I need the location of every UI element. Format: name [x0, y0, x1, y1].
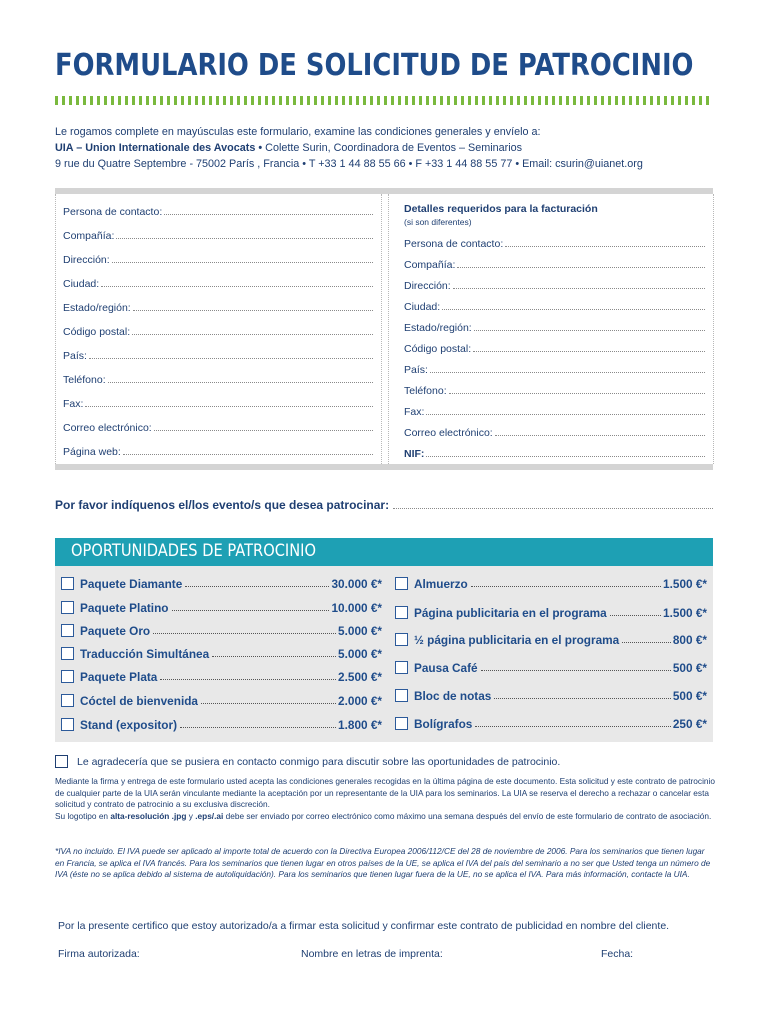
date-field[interactable]: Fecha:	[601, 948, 634, 960]
contact-me-option[interactable]	[55, 755, 560, 768]
option-platinum-package[interactable]: Paquete Platino 10.000 €*	[61, 599, 382, 615]
option-notepad[interactable]: Bloc de notas 500 €*	[395, 687, 707, 703]
option-stand[interactable]: Stand (expositor) 1.800 €*	[61, 716, 382, 732]
billing-city-field[interactable]: Ciudad:	[404, 299, 705, 313]
vat-note: *IVA no incluido. El IVA puede ser aplicado al importe total de acuerdo con la Directiva Europea 2006/112/CE del 28 de noviembre de 2006. Para los seminarios que tienen lugar en Francia, se aplica el IVA francés. Para los seminarios que tienen lugar en otros países de la UE, se aplica el IVA del país del seminario a no ser que Usted tenga un número de IVA (éste no se aplica debido al sistema de autoliquidación). Para los seminarios que tienen lugar fuera de la UE, no se aplica el IVA. Para más información, contacte la UIA.	[55, 846, 711, 879]
billing-phone-field[interactable]: Teléfono:	[404, 383, 705, 397]
terms-text	[55, 776, 715, 822]
company-field[interactable]: Compañía:	[63, 228, 373, 242]
billing-contact-person-field[interactable]: Persona de contacto:	[404, 236, 705, 250]
checkbox[interactable]	[61, 647, 74, 660]
billing-state-field[interactable]: Estado/región:	[404, 320, 705, 334]
authorized-signature-field[interactable]: Firma autorizada:	[58, 948, 140, 960]
logo-instructions: Su logotipo en alta-resolución .jpg y .eps/.ai debe ser enviado por correo electrónico como máximo una semana después del envío de este formulario de contrato de asociación.	[55, 810, 712, 821]
intro-line-2	[55, 140, 735, 156]
intro-text	[55, 124, 735, 172]
option-gold-package[interactable]: Paquete Oro 5.000 €*	[61, 622, 382, 638]
checkbox[interactable]	[61, 718, 74, 731]
billing-fax-field[interactable]: Fax:	[404, 404, 705, 418]
opportunities-title: OPORTUNIDADES DE PATROCINIO	[71, 541, 316, 561]
checkbox[interactable]	[395, 577, 408, 590]
billing-address-field[interactable]: Dirección:	[404, 278, 705, 292]
email-field[interactable]: Correo electrónico:	[63, 420, 373, 434]
billing-email-field[interactable]: Correo electrónico:	[404, 425, 705, 439]
website-field[interactable]: Página web:	[63, 444, 373, 458]
checkbox[interactable]	[395, 633, 408, 646]
address-field[interactable]: Dirección:	[63, 252, 373, 266]
option-pens[interactable]: Bolígrafos 250 €*	[395, 715, 707, 731]
billing-country-field[interactable]: País:	[404, 362, 705, 376]
option-lunch[interactable]: Almuerzo 1.500 €*	[395, 575, 707, 591]
option-coffee-break[interactable]: Pausa Café 500 €*	[395, 659, 707, 675]
contact-person-field[interactable]: Persona de contacto:	[63, 204, 373, 218]
certification-statement: Por la presente certifico que estoy autorizado/a a firmar esta solicitud y confirmar este contrato de publicidad en nombre del cliente.	[58, 920, 670, 932]
checkbox[interactable]	[395, 606, 408, 619]
opportunities-panel	[55, 566, 713, 742]
page-title: FORMULARIO DE SOLICITUD DE PATROCINIO	[55, 48, 694, 83]
checkbox[interactable]	[61, 577, 74, 590]
checkbox[interactable]	[395, 689, 408, 702]
phone-field[interactable]: Teléfono:	[63, 372, 373, 386]
billing-tax-id-field[interactable]: NIF:	[404, 446, 705, 460]
dotted-divider	[55, 96, 713, 105]
checkbox[interactable]	[61, 694, 74, 707]
option-silver-package[interactable]: Paquete Plata 2.500 €*	[61, 668, 382, 684]
country-field[interactable]: País:	[63, 348, 373, 362]
state-field[interactable]: Estado/región:	[63, 300, 373, 314]
event-selection-label: Por favor indíquenos el/los evento/s que desea patrocinar:	[55, 498, 390, 512]
checkbox[interactable]	[61, 601, 74, 614]
contact-column	[55, 194, 382, 464]
contact-me-checkbox[interactable]	[55, 755, 68, 768]
option-program-ad-page[interactable]: Página publicitaria en el programa 1.500 €*	[395, 604, 707, 620]
intro-line-3: 9 rue du Quatre Septembre - 75002 París , Francia • T +33 1 44 88 55 66 • F +33 1 44 88 55 77 • Email: csurin@uianet.org	[55, 158, 643, 170]
billing-company-field[interactable]: Compañía:	[404, 257, 705, 271]
checkbox[interactable]	[61, 624, 74, 637]
billing-postal-code-field[interactable]: Código postal:	[404, 341, 705, 355]
option-simultaneous-translation[interactable]: Traducción Simultánea 5.000 €*	[61, 645, 382, 661]
billing-heading: Detalles requeridos para la facturación	[404, 203, 598, 215]
billing-column	[388, 194, 714, 464]
checkbox[interactable]	[61, 670, 74, 683]
contact-details-box	[55, 188, 713, 470]
postal-code-field[interactable]: Código postal:	[63, 324, 373, 338]
contact-me-label: Le agradecería que se pusiera en contacto conmigo para discutir sobre las oportunidades de patrocinio.	[77, 755, 561, 768]
fax-field[interactable]: Fax:	[63, 396, 373, 410]
event-selection-field[interactable]	[55, 498, 713, 512]
contact-person: Colette Surin, Coordinadora de Eventos – Seminarios	[262, 142, 523, 154]
option-program-half-page-ad[interactable]: ½ página publicitaria en el programa 800 €*	[395, 631, 707, 647]
checkbox[interactable]	[395, 661, 408, 674]
opportunities-header	[55, 538, 713, 566]
org-name: UIA – Union Internationale des Avocats •	[55, 142, 263, 154]
print-name-field[interactable]: Nombre en letras de imprenta:	[301, 948, 443, 960]
option-diamond-package[interactable]: Paquete Diamante 30.000 €*	[61, 575, 382, 591]
intro-line-1: Le rogamos complete en mayúsculas este formulario, examine las condiciones generales y envíelo a:	[55, 126, 541, 138]
billing-subheading: (si son diferentes)	[404, 217, 472, 227]
terms-paragraph: Mediante la firma y entrega de este formulario usted acepta las condiciones generales recogidas en la última página de este documento. Esta solicitud y este contrato de patrocinio de cualquier parte de la UIA serán vinculante mediante la aceptación por un representante de la UIA para los seminarios. La UIA se reserva el derecho a rechazar o cancelar esta solicitud y contrato de patrocinio a su exclusiva discreción.	[55, 776, 715, 809]
checkbox[interactable]	[395, 717, 408, 730]
city-field[interactable]: Ciudad:	[63, 276, 373, 290]
option-welcome-cocktail[interactable]: Cóctel de bienvenida 2.000 €*	[61, 692, 382, 708]
